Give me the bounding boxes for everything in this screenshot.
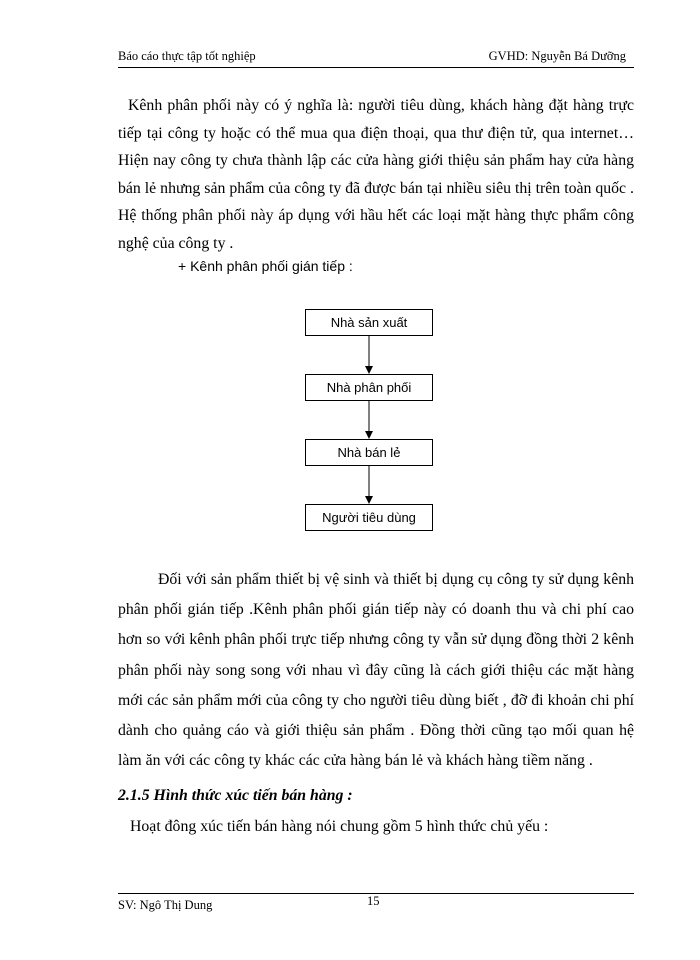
flow-node-distributor: Nhà phân phối [305, 374, 433, 401]
footer-student: SV: Ngô Thị Dung [118, 898, 213, 912]
paragraph-promotion: Hoạt đông xúc tiến bán hàng nói chung gồm 5 hình thức chủ yếu : [130, 818, 549, 835]
header-supervisor: GVHD: Nguyễn Bá Dưỡng [488, 49, 626, 63]
section-heading: 2.1.5 Hình thức xúc tiến bán hàng : [118, 787, 353, 804]
paragraph-indirect-channel: Đối với sản phẩm thiết bị vệ sinh và thiết bị dụng cụ công ty sử dụng kênh phân phối gián tiếp .Kênh phân phối gián tiếp này có doanh thu và chi phí cao hơn so với kênh phân phối trực tiếp nhưng công ty vẫn sử dụng đồng thời 2 kênh phân phối này song song với nhau vì đây cũng là cách giới thiệu các mặt hàng mới các sản phẩm mới của công ty cho người tiêu dùng biết , đỡ đi khoản chi phí dành cho quảng cáo và giới thiệu sản phẩm . Đồng thời cũng tạo mối quan hệ làm ăn với các công ty khác các cửa hàng bán lẻ và khách hàng tiềm năng . [118, 571, 634, 770]
flow-node-retailer: Nhà bán lẻ [305, 439, 433, 466]
bullet-indirect-channel: + Kênh phân phối gián tiếp : [178, 258, 353, 274]
header-report-title: Báo cáo thực tập tốt nghiệp [118, 49, 256, 63]
flow-node-producer: Nhà sản xuất [305, 309, 433, 336]
page-number: 15 [367, 894, 380, 908]
flow-node-consumer: Người tiêu dùng [305, 504, 433, 531]
paragraph-direct-channel: Kênh phân phối này có ý nghĩa là: người tiêu dùng, khách hàng đặt hàng trực tiếp tại công ty hoặc có thể mua qua điện thoại, qua thư điện tử, qua internet… Hiện nay công ty chưa thành lập các cửa hàng giới thiệu sản phẩm hay cửa hàng bán lẻ nhưng sản phẩm của công ty đã được bán tại nhiều siêu thị trên toàn quốc . Hệ thống phân phối này áp dụng với hầu hết các loại mặt hàng thực phẩm công nghệ của công ty . [118, 97, 634, 252]
page-header [118, 49, 634, 68]
